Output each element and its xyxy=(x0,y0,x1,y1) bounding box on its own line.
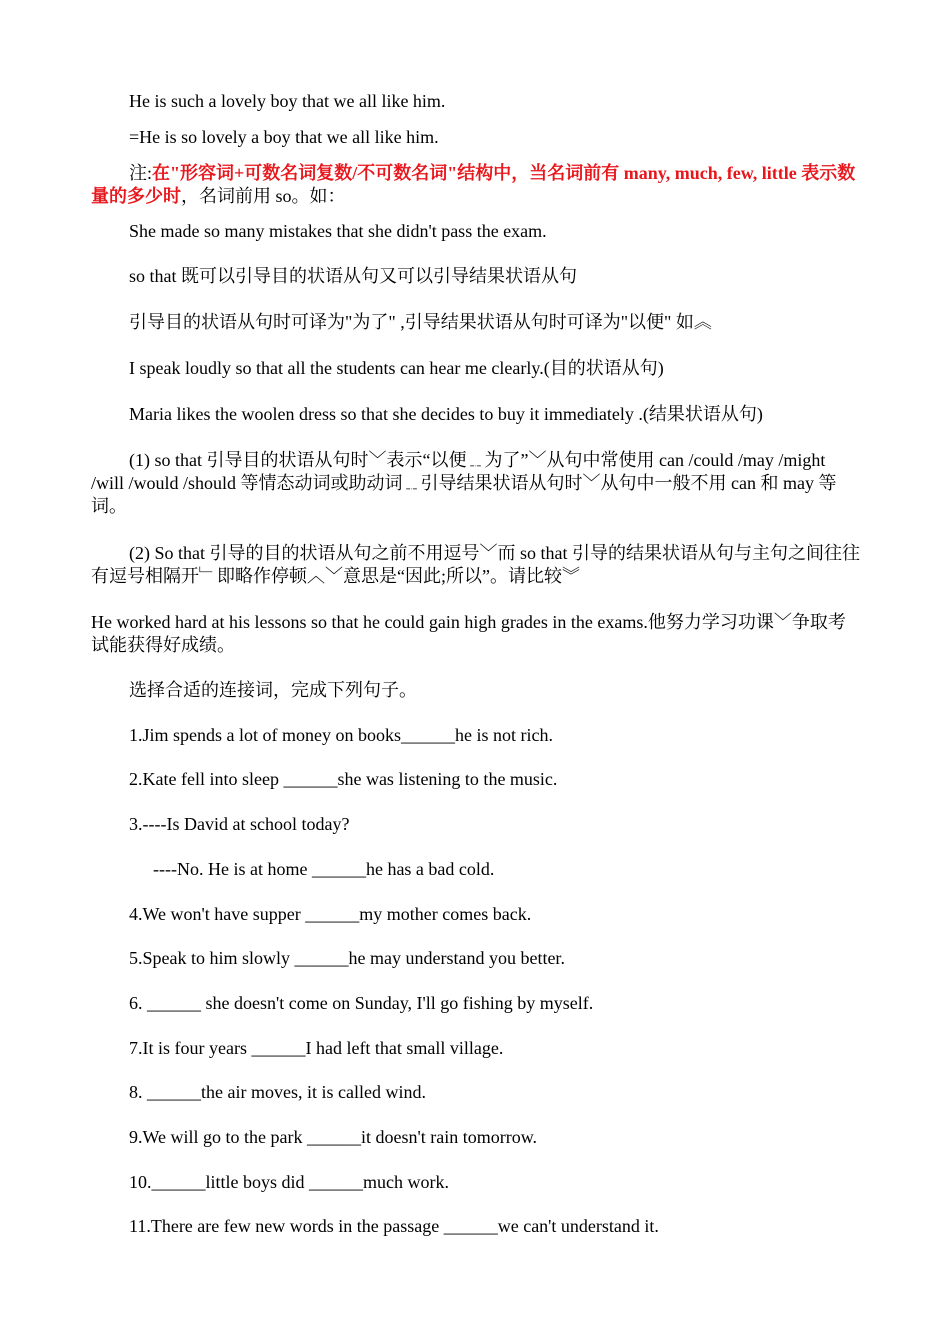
exercise-item: 3.----Is David at school today? xyxy=(129,814,350,834)
exercise-instructions: 选择合适的连接词，完成下列句子。 xyxy=(129,680,417,700)
exercise-item: 6. ______ she doesn't come on Sunday, I'll go fishing by myself. xyxy=(129,993,594,1013)
paragraph-so-that-intro: so that 既可以引导目的状语从句又可以引导结果状语从句 xyxy=(129,266,577,286)
paragraph-example-many: She made so many mistakes that she didn't pass the exam. xyxy=(129,221,547,241)
paragraph-example-such: He is such a lovely boy that we all like him. xyxy=(129,91,446,111)
exercise-item: 8. ______the air moves, it is called wind. xyxy=(129,1082,426,1102)
exercise-item: 1.Jim spends a lot of money on books______he is not rich. xyxy=(129,725,553,745)
exercise-item: 4.We won't have supper ______my mother comes back. xyxy=(129,904,532,924)
paragraph-translation: 引导目的状语从句时可译为"为了" ,引导结果状语从句时可译为"以便" 如︽ xyxy=(129,312,712,332)
paragraph-comparison-example: He worked hard at his lessons so that he could gain high grades in the exams.他努力学习功课﹀争取考试能获得好成绩。 xyxy=(91,612,846,655)
exercise-item: 10.______little boys did ______much work. xyxy=(129,1172,449,1192)
exercise-item: 5.Speak to him slowly ______he may understand you better. xyxy=(129,948,565,968)
note-highlight: 在"形容词+可数名词复数/不可数名词"结构中，当名词前有 many, much, few, little 表示数量的多少时 xyxy=(91,163,856,206)
paragraph-rule-2: (2) So that 引导的目的状语从句之前不用逗号﹀而 so that 引导的结果状语从句与主句之间往往有逗号相隔开﹂即略作停顿︿﹀意思是“因此;所以”。请比较︾ xyxy=(91,543,860,586)
exercise-item: 9.We will go to the park ______it doesn't rain tomorrow. xyxy=(129,1127,538,1147)
paragraph-note xyxy=(91,162,861,208)
paragraph-example-result: Maria likes the woolen dress so that she decides to buy it immediately .(结果状语从句) xyxy=(129,404,763,424)
note-suffix: ，名词前用 so。如： xyxy=(181,186,346,206)
exercise-item: 2.Kate fell into sleep ______she was listening to the music. xyxy=(129,769,558,789)
paragraph-example-so: =He is so lovely a boy that we all like him. xyxy=(129,127,439,147)
note-prefix: 注: xyxy=(129,163,153,183)
paragraph-rule-1: (1) so that 引导目的状语从句时﹀表示“以便﹎为了”﹀从句中常使用 can /could /may /might /will /would /should 等情态动词或助动词﹎引导结果状语从句时﹀从句中一般不用 can 和 may 等词。 xyxy=(91,450,837,516)
exercise-item: 11.There are few new words in the passage ______we can't understand it. xyxy=(129,1216,659,1236)
paragraph-example-purpose: I speak loudly so that all the students can hear me clearly.(目的状语从句) xyxy=(129,358,664,378)
exercise-item-answer-line: ----No. He is at home ______he has a bad cold. xyxy=(153,859,495,879)
exercise-item: 7.It is four years ______I had left that small village. xyxy=(129,1038,504,1058)
